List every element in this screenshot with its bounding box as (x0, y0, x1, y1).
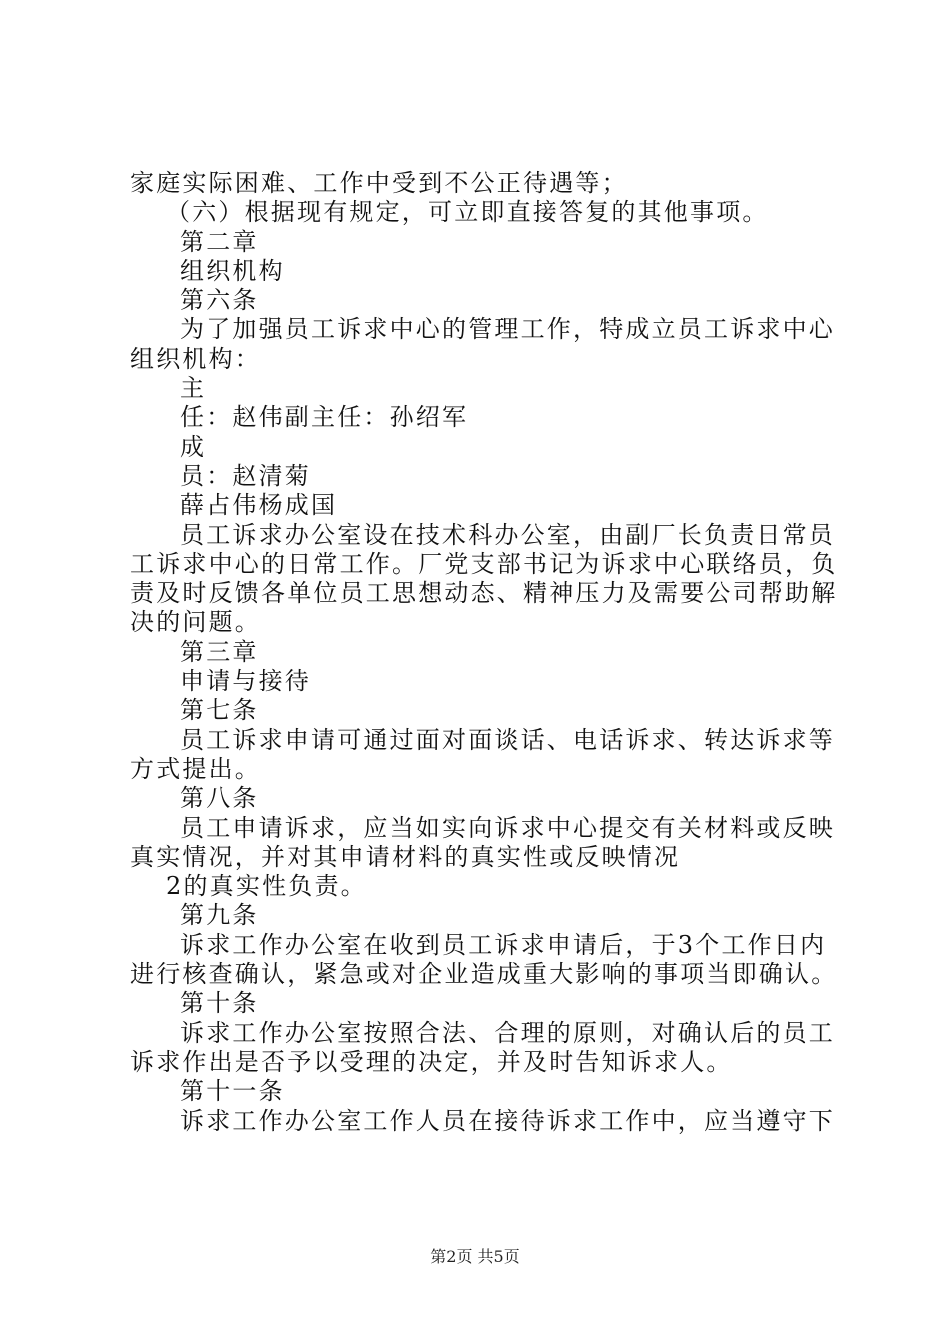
article-heading: 第六条 (180, 286, 259, 315)
text-line: 工诉求中心的日常工作。厂党支部书记为诉求中心联络员，负 (130, 549, 838, 578)
text-line: 方式提出。 (130, 754, 261, 783)
chapter-title: 组织机构 (180, 256, 285, 285)
article-heading: 第十条 (180, 989, 259, 1018)
text-line: 家庭实际困难、工作中受到不公正待遇等； (130, 169, 628, 197)
text-line: 任：赵伟副主任：孙绍军 (180, 403, 469, 432)
text-line: 组织机构： (130, 344, 261, 373)
article-heading: 第九条 (180, 901, 259, 930)
text-line: 薛占伟杨成国 (180, 491, 338, 520)
text-line: 主 (180, 374, 207, 403)
text-line: 员：赵清菊 (180, 461, 311, 490)
article-heading: 第八条 (180, 784, 259, 813)
text-line: 员工诉求办公室设在技术科办公室，由副厂长负责日常员 (180, 520, 835, 549)
text-line: 诉求工作办公室按照合法、合理的原则，对确认后的员工 (180, 1018, 835, 1047)
chapter-heading: 第二章 (180, 227, 259, 256)
text-line: 员工诉求申请可通过面对面谈话、电话诉求、转达诉求等 (180, 725, 835, 754)
text-line: 诉求工作办公室在收到员工诉求申请后，于3个工作日内 (180, 930, 827, 959)
text-line: 决的问题。 (130, 608, 261, 637)
article-heading: 第七条 (180, 696, 259, 725)
article-heading: 第十一条 (180, 1077, 285, 1106)
text-line: （六）根据现有规定，可立即直接答复的其他事项。 (166, 198, 769, 227)
text-line: 进行核查确认，紧急或对企业造成重大影响的事项当即确认。 (130, 960, 838, 989)
text-line: 为了加强员工诉求中心的管理工作，特成立员工诉求中心 (180, 315, 835, 344)
text-line: 诉求作出是否予以受理的决定，并及时告知诉求人。 (130, 1047, 733, 1076)
text-line: 诉求工作办公室工作人员在接待诉求工作中，应当遵守下 (180, 1106, 835, 1135)
document-body (130, 169, 838, 1136)
text-line: 员工申请诉求，应当如实向诉求中心提交有关材料或反映 (180, 813, 835, 842)
text-line: 真实情况，并对其申请材料的真实性或反映情况 (130, 842, 681, 871)
text-line: 成 (180, 432, 207, 461)
chapter-heading: 第三章 (180, 637, 259, 666)
page-number-footer: 第2页 共5页 (430, 1247, 520, 1266)
chapter-title: 申请与接待 (180, 667, 311, 696)
text-line: 责及时反馈各单位员工思想动态、精神压力及需要公司帮助解 (130, 579, 838, 608)
text-line: 2的真实性负责。 (166, 872, 367, 901)
